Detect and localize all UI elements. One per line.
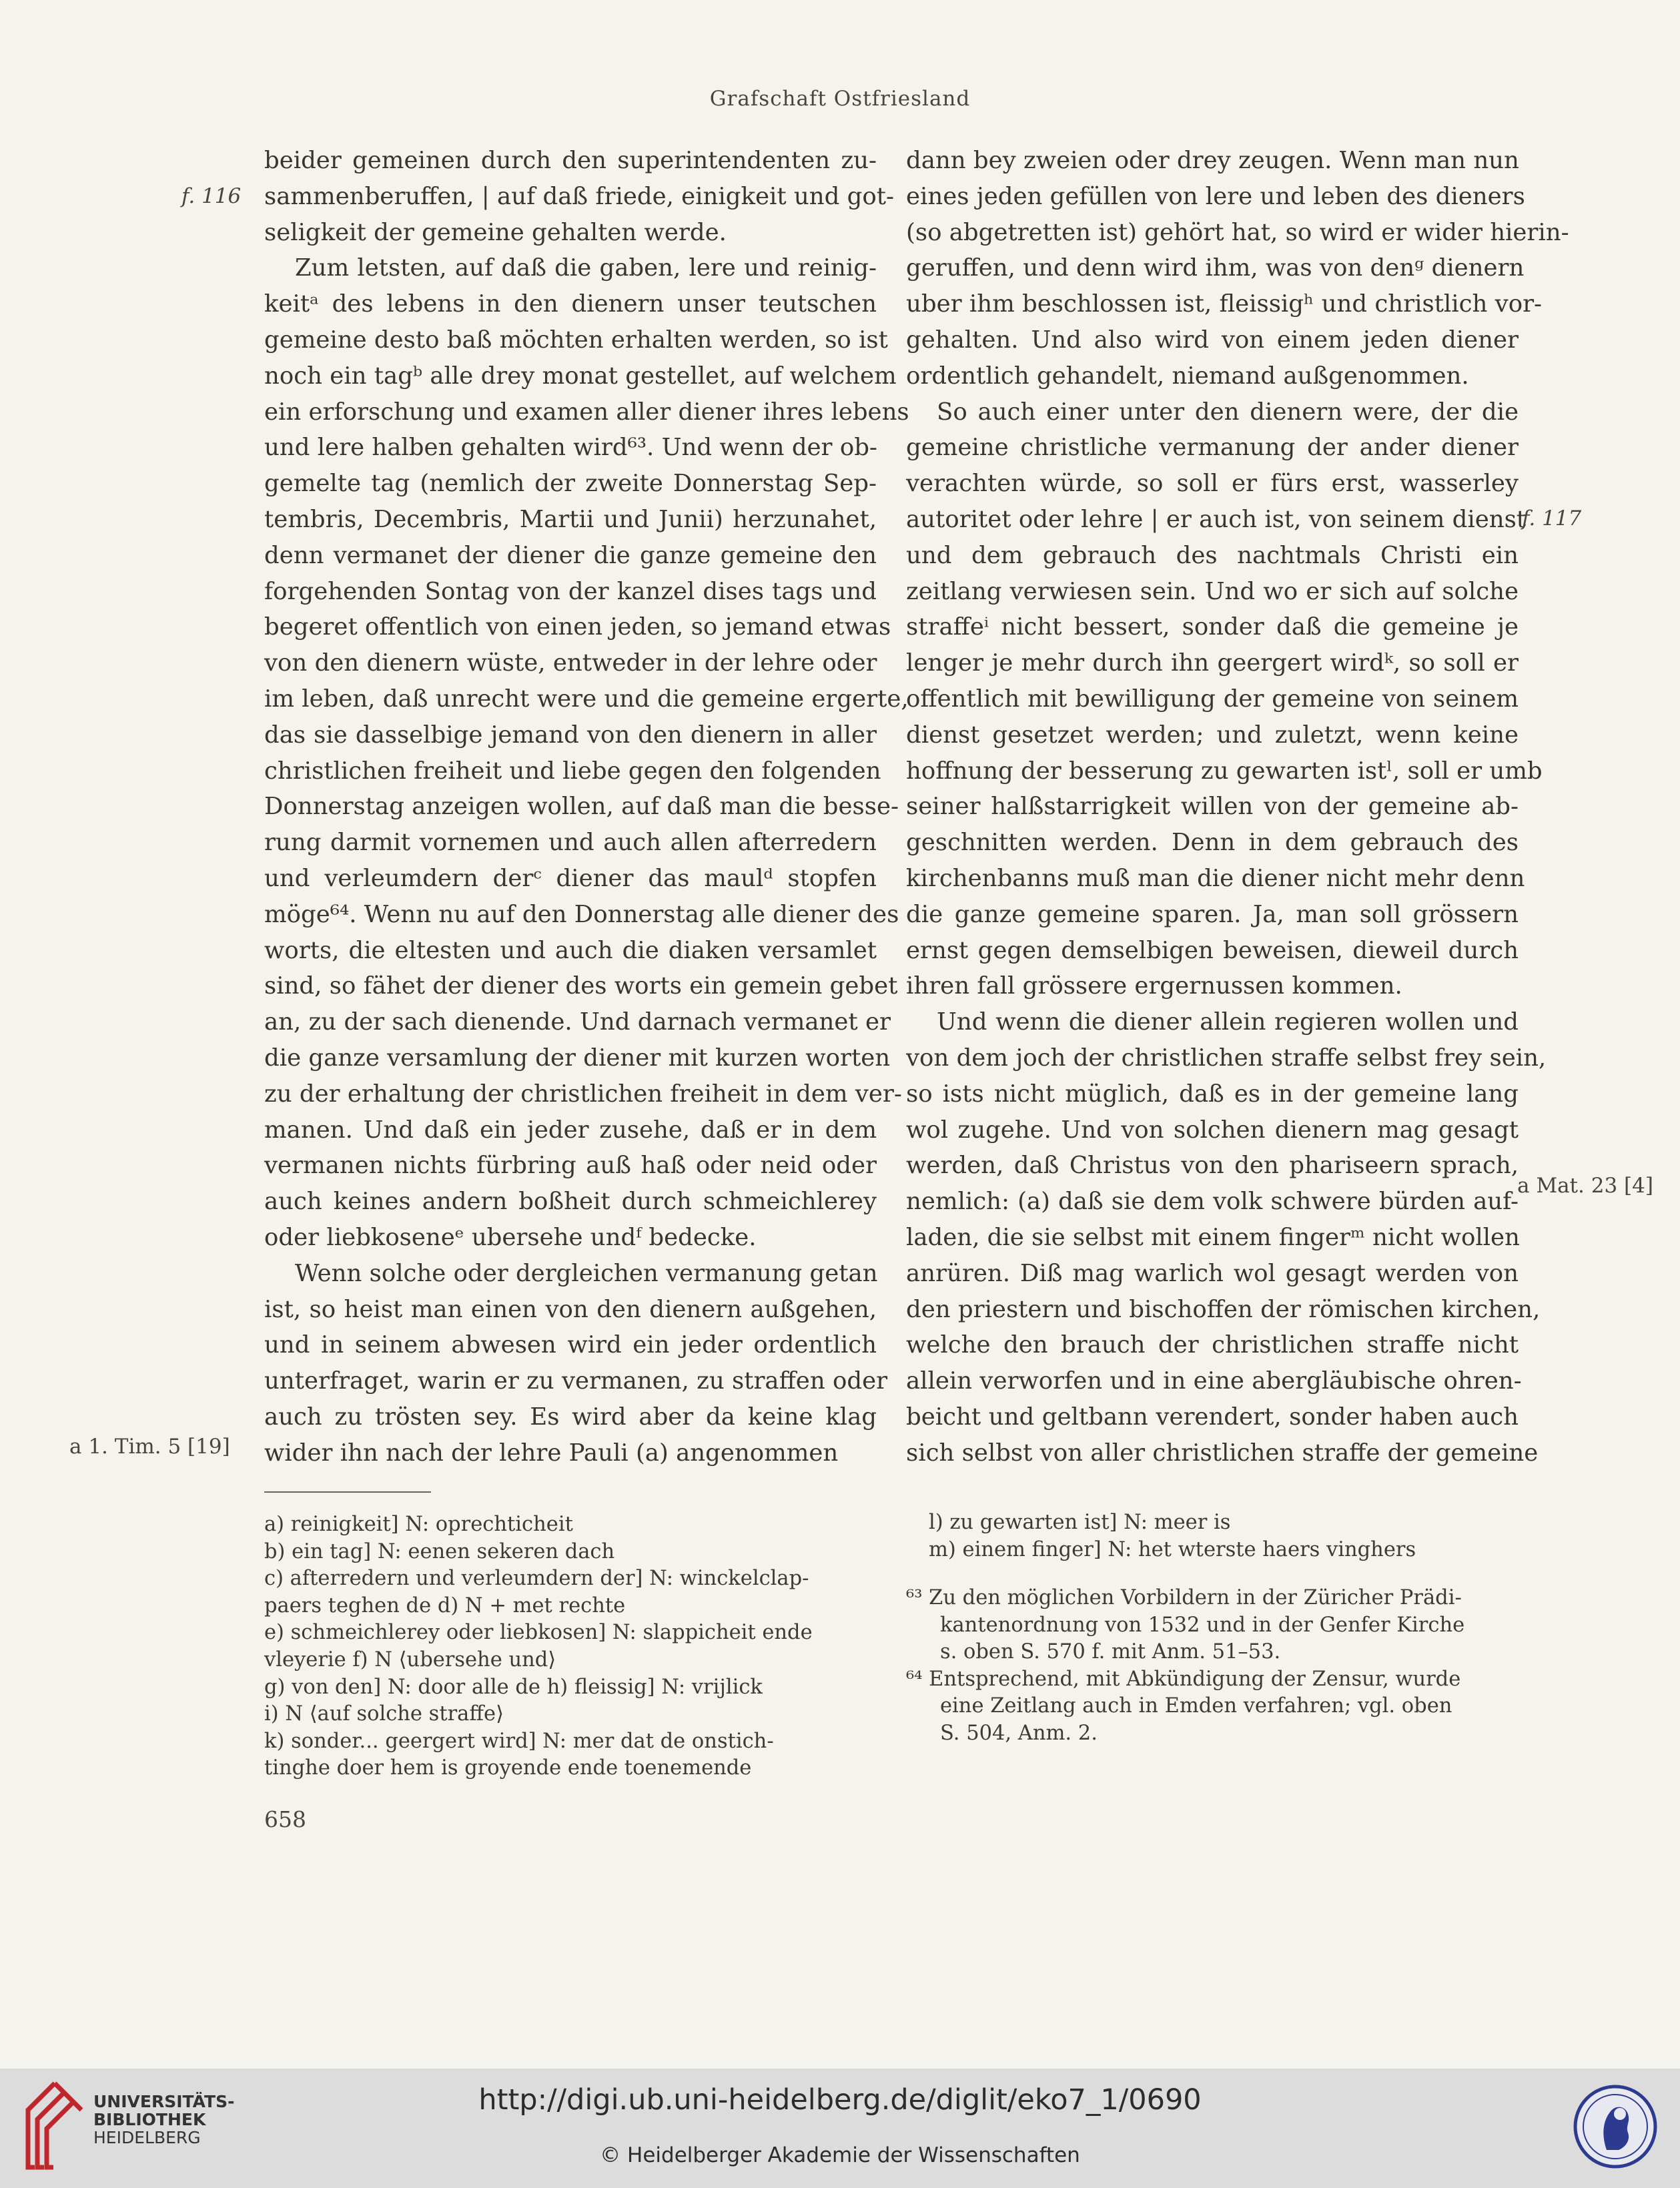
text-line: auch keines andern boßheit durch schmeichlerey [264, 1188, 877, 1216]
text-line: forgehenden Sontag von der kanzel dises tags und [264, 577, 877, 605]
text-line: keitᵃ des lebens in den dienern unser teutschen [264, 290, 877, 318]
text-line: So auch einer unter den dienern were, der die [937, 398, 1519, 426]
footnote-line: paers teghen de d) N + met rechte [264, 1593, 626, 1617]
footnotes-left [264, 1511, 878, 1782]
library-name-line-1: UNIVERSITÄTS- [93, 2092, 235, 2111]
text-line: christlichen freiheit und liebe gegen den folgenden [264, 757, 881, 785]
library-name-line-3: HEIDELBERG [93, 2128, 201, 2147]
text-line: seligkeit der gemeine gehalten werde. [264, 218, 727, 246]
text-line: Wenn solche oder dergleichen vermanung getan [295, 1259, 878, 1287]
text-line: straffeⁱ nicht bessert, sonder daß die gemeine je [906, 613, 1519, 641]
text-line: dann bey zweien oder drey zeugen. Wenn man nun [906, 147, 1519, 174]
text-line: autoritet oder lehre | er auch ist, von seinem dienst [906, 505, 1527, 533]
footnote-line: ⁶³ Zu den möglichen Vorbildern in der Züricher Prädi- [906, 1586, 1462, 1609]
text-line: noch ein tagᵇ alle drey monat gestellet, auf welchem [264, 362, 897, 390]
footer-bar [0, 2069, 1680, 2188]
text-line: verachten würde, so soll er fürs erst, wasserley [906, 470, 1519, 498]
text-line: ernst gegen demselbigen beweisen, dieweil durch [906, 936, 1519, 964]
text-line: dienst gesetzet werden; und zuletzt, wenn keine [906, 721, 1519, 749]
text-line: laden, die sie selbst mit einem fingerᵐ nicht wollen [906, 1223, 1520, 1251]
text-line: worts, die eltesten und auch die diaken versamlet [264, 936, 877, 964]
text-line: das sie dasselbige jemand von den dienern in aller [264, 721, 877, 749]
margin-note-folio-116: f. 116 [181, 184, 242, 208]
footnote-line: b) ein tag] N: eenen sekeren dach [264, 1539, 615, 1563]
footnote-line: i) N ⟨auf solche straffe⟩ [264, 1702, 504, 1726]
text-line: geschnitten werden. Denn in dem gebrauch des [906, 829, 1519, 857]
text-line: Und wenn die diener allein regieren wollen und [937, 1008, 1519, 1036]
text-line: welche den brauch der christlichen straffe nicht [906, 1331, 1519, 1359]
footnote-line: m) einem finger] N: het wterste haers vinghers [929, 1537, 1416, 1561]
footnote-line: k) sonder... geergert wird] N: mer dat de onstich- [264, 1729, 774, 1753]
text-line: die ganze gemeine sparen. Ja, man soll grössern [906, 900, 1519, 928]
footnotes-right-variants [929, 1509, 1529, 1563]
text-line: tembris, Decembris, Martii und Junii) herzunahet, [264, 505, 877, 533]
footnote-rule [264, 1491, 431, 1493]
running-head: Grafschaft Ostfriesland [709, 87, 971, 111]
text-line: und lere halben gehalten wird⁶³. Und wenn der ob- [264, 434, 877, 462]
page-number: 658 [264, 1806, 306, 1832]
text-line: eines jeden gefüllen von lere und leben des dieners [906, 182, 1525, 210]
footnote-line: e) schmeichlerey oder liebkosen] N: slappicheit ende [264, 1621, 813, 1645]
text-line: und verleumdern derᶜ diener das maulᵈ stopfen [264, 864, 877, 892]
text-line: kirchenbanns muß man die diener nicht mehr denn [906, 864, 1525, 892]
text-line: wider ihn nach der lehre Pauli (a) angenommen [264, 1439, 839, 1467]
footnote-line: s. oben S. 570 f. mit Anm. 51–53. [940, 1640, 1281, 1664]
margin-note-mat: a Mat. 23 [4] [1517, 1174, 1653, 1198]
text-line: an, zu der sach dienende. Und darnach vermanet er [264, 1008, 891, 1036]
copyright-notice: © Heidelberger Akademie der Wissenschaften [600, 2143, 1080, 2167]
footnote-line: l) zu gewarten ist] N: meer is [929, 1511, 1231, 1534]
text-line: im leben, daß unrecht were und die gemeine ergerte, [264, 685, 909, 713]
text-line: ein erforschung und examen aller diener ihres lebens [264, 398, 909, 426]
text-line: ist, so heist man einen von den dienern außgehen, [264, 1295, 877, 1323]
footnote-line: S. 504, Anm. 2. [940, 1721, 1098, 1745]
text-line: wol zugehe. Und von solchen dienern mag gesagt [906, 1116, 1519, 1144]
text-line: offentlich mit bewilligung der gemeine von seinem [906, 685, 1519, 713]
text-line: beider gemeinen durch den superintendenten zu- [264, 147, 877, 174]
text-line: die ganze versamlung der diener mit kurzen worten [264, 1044, 891, 1072]
text-line: ordentlich gehandelt, niemand außgenommen. [906, 362, 1469, 390]
text-line: denn vermanet der diener die ganze gemeine den [264, 541, 877, 569]
text-line: zeitlang verwiesen sein. Und wo er sich auf solche [906, 577, 1519, 605]
text-line: beicht und geltbann verendert, sonder haben auch [906, 1403, 1519, 1431]
text-line: zu der erhaltung der christlichen freiheit in dem ver- [264, 1080, 902, 1108]
text-line: sind, so fähet der diener des worts ein gemein gebet [264, 972, 898, 1000]
text-line: und dem gebrauch des nachtmals Christi ein [906, 541, 1519, 569]
text-line: unterfraget, warin er zu vermanen, zu straffen oder [264, 1367, 888, 1395]
text-line: rung darmit vornemen und auch allen afterredern [264, 829, 877, 857]
text-line: seiner halßstarrigkeit willen von der gemeine ab- [906, 793, 1519, 821]
text-line: gemelte tag (nemlich der zweite Donnerstag Sep- [264, 470, 877, 498]
margin-note-tim: a 1. Tim. 5 [19] [69, 1435, 230, 1459]
permalink-url[interactable]: http://digi.ub.uni-heidelberg.de/diglit/eko7_1/0690 [478, 2083, 1202, 2117]
footnote-line: a) reinigkeit] N: oprechticheit [264, 1513, 573, 1536]
text-line: (so abgetretten ist) gehört hat, so wird er wider hierin- [906, 218, 1569, 246]
text-line: lenger je mehr durch ihn geergert wirdᵏ, so soll er [906, 649, 1519, 677]
footnote-line: g) von den] N: door alle de h) fleissig] N: vrijlick [264, 1675, 763, 1699]
text-line: und in seinem abwesen wird ein jeder ordentlich [264, 1331, 877, 1359]
text-line: so ists nicht müglich, daß es in der gemeine lang [906, 1080, 1519, 1108]
text-line: möge⁶⁴. Wenn nu auf den Donnerstag alle diener des [264, 900, 899, 928]
text-line: gemeine christliche vermanung der ander diener [906, 434, 1519, 462]
text-line: den priestern und bischoffen der römischen kirchen, [906, 1295, 1541, 1323]
footnote-line: vleyerie f) N ⟨ubersehe und⟩ [264, 1648, 556, 1672]
text-line: werden, daß Christus von den phariseern sprach, [906, 1152, 1519, 1180]
footnote-line: ⁶⁴ Entsprechend, mit Abkündigung der Zensur, wurde [906, 1667, 1461, 1691]
text-line: gemeine desto baß möchten erhalten werden, so ist [264, 326, 888, 354]
text-line: vermanen nichts fürbring auß haß oder neid oder [264, 1152, 877, 1180]
margin-note-folio-117: f. 117 [1522, 506, 1582, 530]
text-line: manen. Und daß ein jeder zusehe, daß er in dem [264, 1116, 877, 1144]
library-name-line-2: BIBLIOTHEK [93, 2110, 206, 2129]
text-line: anrüren. Diß mag warlich wol gesagt werden von [906, 1259, 1519, 1287]
text-line: geruffen, und denn wird ihm, was von denᵍ dienern [906, 254, 1525, 282]
text-line: gehalten. Und also wird von einem jeden diener [906, 326, 1519, 354]
text-line: sammenberuffen, | auf daß friede, einigkeit und got- [264, 182, 894, 210]
text-line: hoffnung der besserung zu gewarten istˡ, soll er umb [906, 757, 1543, 785]
text-line: uber ihm beschlossen ist, fleissigʰ und christlich vor- [906, 290, 1543, 318]
footnote-line: eine Zeitlang auch in Emden verfahren; vgl. oben [940, 1694, 1452, 1718]
text-line: auch zu trösten sey. Es wird aber da keine klag [264, 1403, 877, 1431]
footnotes-right-commentary [906, 1585, 1527, 1748]
text-line: von den dienern wüste, entweder in der lehre oder [264, 649, 877, 677]
text-line: von dem joch der christlichen straffe selbst frey sein, [906, 1044, 1547, 1072]
academy-seal-icon [1572, 2083, 1659, 2170]
footnote-line: kantenordnung von 1532 und in der Genfer Kirche [940, 1613, 1465, 1637]
left-column [264, 143, 909, 1471]
text-line: Zum letsten, auf daß die gaben, lere und reinig- [295, 254, 877, 282]
text-line: allein verworfen und in eine abergläubische ohren- [906, 1367, 1522, 1395]
text-line: oder liebkoseneᵉ ubersehe undᶠ bedecke. [264, 1223, 757, 1251]
text-line: begeret offentlich von einen jeden, so jemand etwas [264, 613, 891, 641]
text-line: ihren fall grössere ergernussen kommen. [906, 972, 1402, 1000]
footnote-line: tinghe doer hem is groyende ende toenemende [264, 1756, 752, 1780]
text-line: sich selbst von aller christlichen straffe der gemeine [906, 1439, 1539, 1467]
text-line: Donnerstag anzeigen wollen, auf daß man die besse- [264, 793, 899, 821]
footnote-line: c) afterredern und verleumdern der] N: winckelclap- [264, 1567, 809, 1591]
text-line: nemlich: (a) daß sie dem volk schwere bürden auf- [906, 1188, 1519, 1216]
